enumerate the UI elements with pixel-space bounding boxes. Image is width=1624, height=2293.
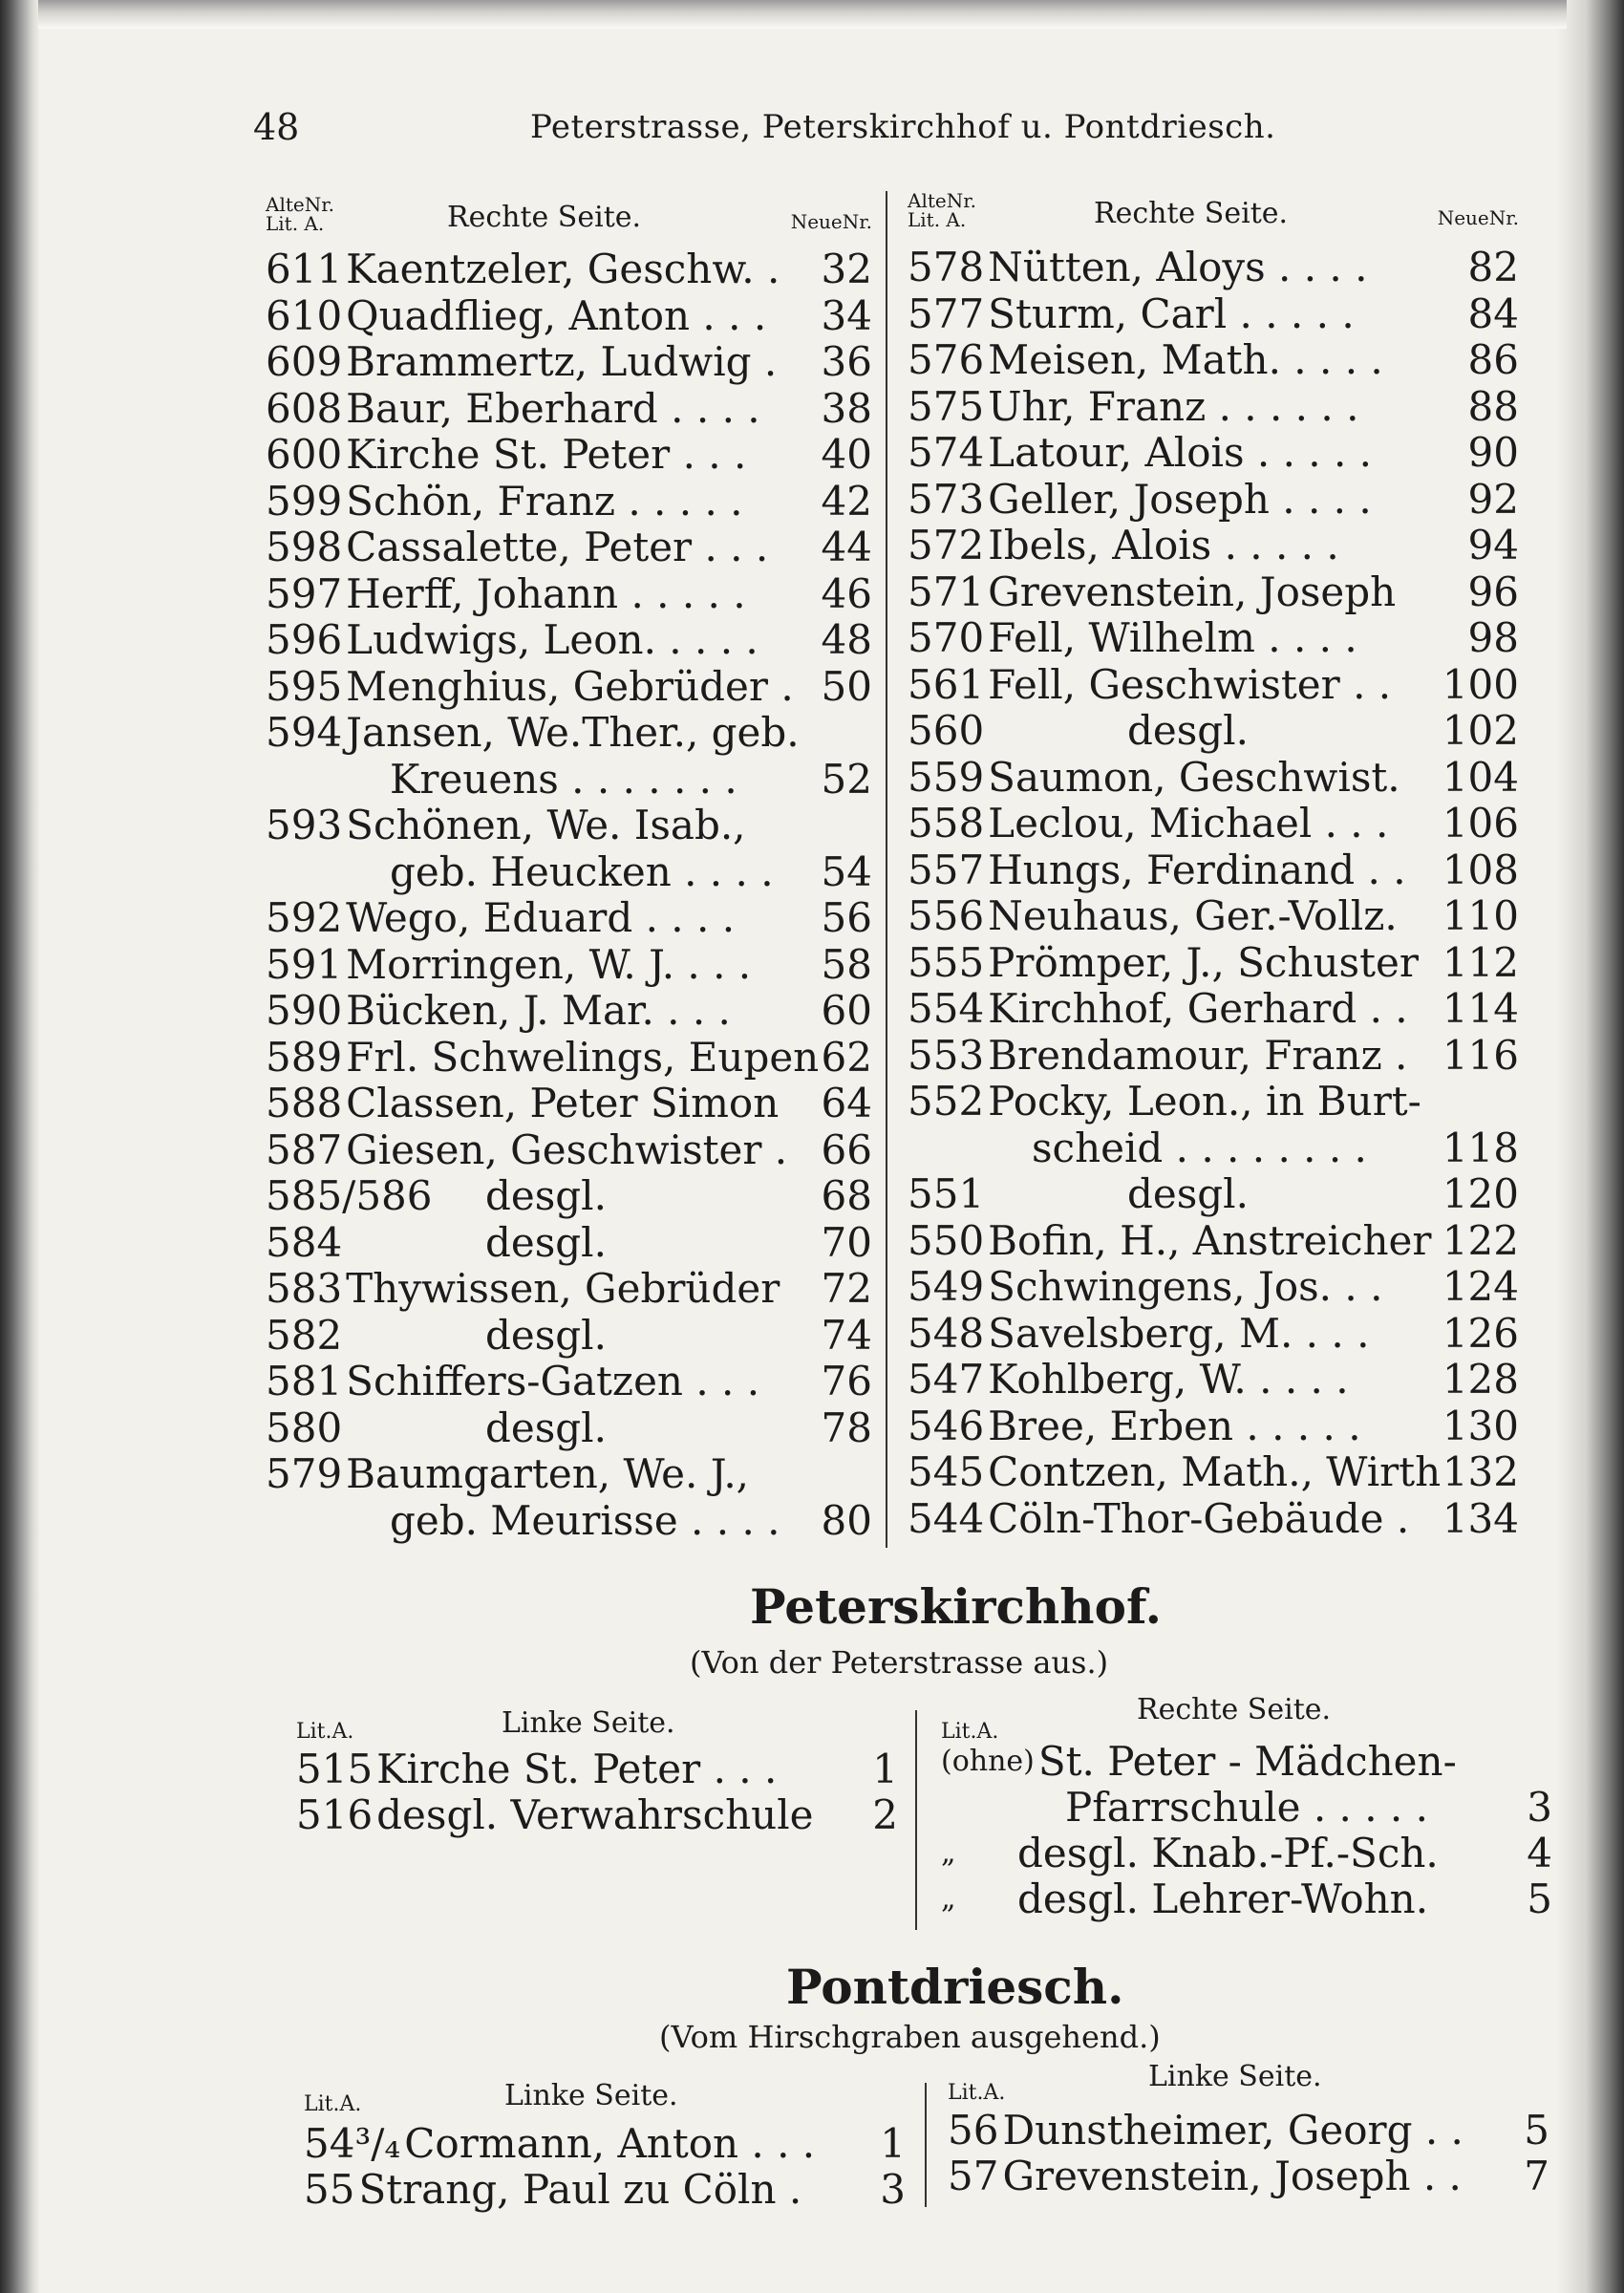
neue-nr: 3 — [880, 2166, 906, 2213]
list-item — [908, 430, 1519, 476]
header-alte-nr: AlteNr. — [908, 189, 976, 212]
page-number: 48 — [253, 106, 300, 148]
entry-name: Menghius, Gebrüder . — [346, 662, 794, 710]
alte-nr: 548 — [908, 1309, 985, 1357]
entry-name: Ibels, Alois . . . . . — [988, 522, 1339, 568]
list-item — [266, 339, 872, 385]
list-item — [296, 1792, 898, 1838]
list-item — [296, 1747, 898, 1792]
alte-nr: 582 — [266, 1311, 343, 1359]
neue-nr: 114 — [1442, 985, 1519, 1032]
alte-nr: 594 — [266, 709, 343, 756]
list-item — [908, 1033, 1519, 1079]
alte-nr: 549 — [908, 1263, 985, 1310]
entry-name: Schwingens, Jos. . . — [988, 1263, 1383, 1310]
entry-name: Schönen, We. Isab., — [346, 802, 746, 848]
list-item — [908, 847, 1519, 893]
list-item — [941, 1876, 1552, 1922]
alte-nr: 55 — [304, 2166, 355, 2213]
neue-nr: 88 — [1467, 382, 1519, 430]
list-item — [908, 986, 1519, 1032]
list-item — [266, 757, 872, 803]
neue-nr: 48 — [821, 616, 872, 663]
list-item — [908, 569, 1519, 615]
alte-nr: 550 — [908, 1216, 985, 1264]
entry-name: Classen, Peter Simon — [346, 1080, 780, 1126]
alte-nr: 575 — [908, 382, 985, 430]
entry-name: Leclou, Michael . . . — [988, 800, 1389, 846]
alte-nr: (ohne) — [941, 1745, 1035, 1778]
neue-nr: 96 — [1467, 568, 1519, 615]
neue-nr: 106 — [1442, 800, 1519, 846]
entry-name: Bofin, H., Anstreicher — [988, 1216, 1432, 1264]
alte-nr: 610 — [266, 291, 343, 339]
entry-name: Fell, Geschwister . . — [988, 660, 1392, 708]
entry-name: Giesen, Geschwister . — [346, 1125, 788, 1173]
neue-nr: 46 — [821, 569, 872, 617]
alte-nr: 576 — [908, 336, 985, 383]
alte-nr: 580 — [266, 1404, 343, 1451]
neue-nr: 60 — [821, 987, 872, 1034]
neue-nr: 126 — [1442, 1309, 1519, 1357]
alte-nr: 611 — [266, 246, 343, 292]
entry-name: Frl. Schwelings, Eupen — [346, 1033, 820, 1081]
neue-nr: 38 — [821, 384, 872, 432]
entry-name: Quadflieg, Anton . . . — [346, 291, 767, 339]
neue-nr: 34 — [821, 291, 872, 339]
neue-nr: 112 — [1442, 938, 1519, 986]
list-item — [908, 291, 1519, 337]
alte-nr: 56 — [948, 2107, 999, 2154]
neue-nr: 1 — [880, 2120, 906, 2167]
neue-nr: 124 — [1442, 1263, 1519, 1310]
alte-nr: „ — [941, 1882, 956, 1916]
neue-nr: 56 — [821, 894, 872, 941]
list-item — [908, 245, 1519, 290]
neue-nr: 76 — [821, 1358, 872, 1404]
header-side: Linke Seite. — [504, 2079, 678, 2112]
entry-name: Kirchhof, Gerhard . . — [988, 985, 1408, 1032]
section-subtitle-pontdriesch: (Vom Hirschgraben ausgehend.) — [659, 2019, 1161, 2055]
entry-name: Kaentzeler, Geschw. . — [346, 246, 780, 292]
entry-name: Kirche St. Peter . . . — [346, 431, 747, 478]
alte-nr: 591 — [266, 940, 343, 988]
entry-name: Bücken, J. Mar. . . . — [346, 987, 731, 1034]
entry-name: Jansen, We.Ther., geb. — [346, 709, 800, 756]
entry-name: desgl. Verwahrschule — [376, 1791, 814, 1838]
list-item — [908, 1218, 1519, 1264]
alte-nr: 516 — [296, 1791, 374, 1838]
header-side: Linke Seite. — [502, 1706, 675, 1740]
neue-nr: 70 — [821, 1218, 872, 1266]
list-item — [266, 1081, 872, 1126]
neue-nr: 7 — [1524, 2153, 1549, 2199]
entry-name: Brammertz, Ludwig . — [346, 338, 778, 385]
alte-nr: 574 — [908, 429, 985, 476]
list-item — [266, 942, 872, 988]
scan-left-edge — [0, 0, 40, 2293]
list-item — [908, 523, 1519, 568]
neue-nr: 116 — [1442, 1031, 1519, 1079]
list-item — [304, 2167, 906, 2213]
header-side: Rechte Seite. — [447, 201, 642, 234]
list-item — [908, 940, 1519, 986]
entry-name: Pocky, Leon., in Burt- — [988, 1078, 1421, 1125]
alte-nr: 609 — [266, 338, 343, 385]
list-item — [908, 1357, 1519, 1403]
neue-nr: 32 — [821, 246, 872, 292]
alte-nr: 571 — [908, 568, 985, 615]
entry-name: desgl. — [485, 1311, 607, 1359]
list-item — [941, 1831, 1552, 1876]
neue-nr: 42 — [821, 477, 872, 525]
entry-name: Fell, Wilhelm . . . . — [988, 614, 1357, 661]
entry-name: St. Peter - Mädchen- — [1037, 1738, 1457, 1785]
neue-nr: 3 — [1527, 1784, 1552, 1831]
entry-name: desgl. — [485, 1172, 607, 1219]
neue-nr: 92 — [1467, 475, 1519, 523]
list-item — [908, 801, 1519, 846]
entry-name: Herff, Johann . . . . . — [346, 569, 746, 617]
neue-nr: 128 — [1442, 1356, 1519, 1403]
header-lit-a: Lit.A. — [948, 2081, 1006, 2105]
alte-nr: 556 — [908, 892, 985, 939]
neue-nr: 110 — [1442, 892, 1519, 939]
entry-name: Kreuens . . . . . . . — [390, 755, 737, 803]
alte-nr: 587 — [266, 1125, 343, 1173]
list-item — [266, 1266, 872, 1312]
list-item — [908, 893, 1519, 939]
entry-name: Baumgarten, We. J., — [346, 1450, 750, 1497]
entry-name: Geller, Joseph . . . . — [988, 475, 1372, 523]
header-lit-a: Lit. A. — [266, 212, 325, 235]
header-neue-nr: NeueNr. — [790, 210, 872, 233]
peterskirchhof-left-column — [296, 1691, 898, 1911]
neue-nr: 52 — [821, 755, 872, 803]
list-item — [908, 1171, 1519, 1217]
alte-nr: 579 — [266, 1450, 343, 1497]
alte-nr: 553 — [908, 1031, 985, 1079]
entry-name: desgl. Knab.-Pf.-Sch. — [1017, 1830, 1439, 1876]
list-item — [266, 1220, 872, 1266]
section-title-pontdriesch: Pontdriesch. — [786, 1959, 1124, 2015]
alte-nr: 577 — [908, 289, 985, 337]
alte-nr: 560 — [908, 707, 985, 754]
entry-name: Thywissen, Gebrüder — [346, 1265, 780, 1312]
pontdriesch-left-column — [304, 2064, 906, 2217]
entry-name: Prömper, J., Schuster — [988, 938, 1419, 986]
header-lit-a: Lit. A. — [908, 208, 967, 231]
alte-nr: 552 — [908, 1078, 985, 1125]
neue-nr: 66 — [821, 1125, 872, 1173]
neue-nr: 5 — [1527, 1875, 1552, 1922]
page-header — [253, 103, 1524, 151]
list-item — [908, 1496, 1519, 1542]
alte-nr: 551 — [908, 1170, 985, 1217]
neue-nr: 72 — [821, 1265, 872, 1312]
list-item — [908, 477, 1519, 523]
list-item — [948, 2154, 1549, 2199]
list-item — [266, 571, 872, 617]
list-item — [266, 1035, 872, 1081]
entry-name: Cassalette, Peter . . . — [346, 524, 769, 570]
alte-nr: 544 — [908, 1494, 985, 1542]
alte-nr: 600 — [266, 431, 343, 478]
neue-nr: 58 — [821, 940, 872, 988]
neue-nr: 40 — [821, 431, 872, 478]
list-item — [266, 664, 872, 710]
header-lit-a: Lit.A. — [296, 1720, 354, 1744]
alte-nr: 578 — [908, 244, 985, 290]
header-lit-a: Lit.A. — [304, 2092, 362, 2116]
entry-name: Strang, Paul zu Cöln . — [358, 2166, 802, 2213]
alte-nr: 558 — [908, 800, 985, 846]
list-item — [266, 432, 872, 478]
entry-name: Hungs, Ferdinand . . — [988, 846, 1406, 893]
neue-nr: 118 — [1442, 1124, 1519, 1171]
entry-name: Morringen, W. J. . . . — [346, 940, 752, 988]
peterskirchhof-right-column — [941, 1691, 1552, 1930]
alte-nr: 583 — [266, 1265, 343, 1312]
alte-nr: 584 — [266, 1218, 343, 1266]
neue-nr: 102 — [1442, 707, 1519, 754]
alte-nr: „ — [941, 1836, 956, 1870]
alte-nr: 561 — [908, 660, 985, 708]
entry-name: Wego, Eduard . . . . — [346, 894, 736, 941]
neue-nr: 80 — [821, 1496, 872, 1544]
entry-name: Contzen, Math., Wirth — [988, 1448, 1442, 1495]
entry-name: Uhr, Franz . . . . . . — [988, 382, 1359, 430]
list-item — [908, 1125, 1519, 1171]
neue-nr: 100 — [1442, 660, 1519, 708]
alte-nr: 608 — [266, 384, 343, 432]
alte-nr: 589 — [266, 1033, 343, 1081]
page-title: Peterstrasse, Peterskirchhof u. Pontdriesch. — [530, 108, 1276, 146]
entry-name: Pfarrschule . . . . . — [1065, 1784, 1428, 1831]
entry-name: desgl. — [485, 1404, 607, 1451]
list-item — [948, 2108, 1549, 2154]
list-item — [908, 662, 1519, 708]
column-divider — [886, 191, 887, 1548]
list-item — [266, 386, 872, 432]
column-header — [908, 187, 1519, 241]
peterstrasse-left-column — [266, 191, 872, 1548]
entry-name: Savelsberg, M. . . . — [988, 1309, 1370, 1357]
neue-nr: 68 — [821, 1172, 872, 1219]
alte-nr: 515 — [296, 1746, 374, 1792]
alte-nr: 559 — [908, 753, 985, 801]
neue-nr: 74 — [821, 1311, 872, 1359]
pontdriesch-right-column — [948, 2054, 1549, 2207]
list-item — [266, 293, 872, 339]
list-item — [908, 1449, 1519, 1495]
alte-nr: 581 — [266, 1358, 343, 1404]
alte-nr: 545 — [908, 1448, 985, 1495]
list-item — [266, 803, 872, 848]
alte-nr: 598 — [266, 524, 343, 570]
list-item — [266, 617, 872, 663]
scan-right-edge — [1557, 0, 1624, 2293]
neue-nr: 44 — [821, 524, 872, 570]
column-divider — [925, 2083, 927, 2207]
list-item — [266, 1173, 872, 1219]
list-item — [908, 1404, 1519, 1449]
entry-name: Grevenstein, Joseph . . — [1002, 2153, 1462, 2199]
neue-nr: 130 — [1442, 1402, 1519, 1449]
neue-nr: 5 — [1524, 2107, 1549, 2154]
alte-nr: 554 — [908, 985, 985, 1032]
peterstrasse-right-column — [908, 187, 1519, 1544]
list-item — [266, 988, 872, 1034]
neue-nr: 64 — [821, 1080, 872, 1126]
neue-nr: 104 — [1442, 753, 1519, 801]
alte-nr: 597 — [266, 569, 343, 617]
header-alte-nr: AlteNr. — [266, 193, 334, 216]
list-item — [266, 1498, 872, 1544]
list-item — [908, 337, 1519, 383]
neue-nr: 36 — [821, 338, 872, 385]
alte-nr: 588 — [266, 1080, 343, 1126]
entry-name: Sturm, Carl . . . . . — [988, 289, 1355, 337]
list-item — [266, 1451, 872, 1497]
entry-name: Schön, Franz . . . . . — [346, 477, 743, 525]
neue-nr: 98 — [1467, 614, 1519, 661]
scan-top-edge — [38, 0, 1567, 29]
list-item — [908, 755, 1519, 801]
entry-name: desgl. — [485, 1218, 607, 1266]
entry-name: Neuhaus, Ger.-Vollz. — [988, 892, 1398, 939]
alte-nr: 599 — [266, 477, 343, 525]
alte-nr: 555 — [908, 938, 985, 986]
section-subtitle-peterskirchhof: (Von der Peterstrasse aus.) — [690, 1644, 1109, 1681]
entry-name: Latour, Alois . . . . . — [988, 429, 1373, 476]
entry-name: desgl. — [1127, 707, 1249, 754]
neue-nr: 108 — [1442, 846, 1519, 893]
entry-name: Kirche St. Peter . . . — [376, 1746, 778, 1792]
neue-nr: 122 — [1442, 1216, 1519, 1264]
entry-name: Brendamour, Franz . — [988, 1031, 1408, 1079]
section-title-peterskirchhof: Peterskirchhof. — [750, 1578, 1163, 1635]
entry-name: desgl. Lehrer-Wohn. — [1017, 1875, 1429, 1922]
alte-nr: 595 — [266, 662, 343, 710]
neue-nr: 120 — [1442, 1170, 1519, 1217]
entry-name: Nütten, Aloys . . . . — [988, 244, 1368, 290]
neue-nr: 94 — [1467, 522, 1519, 568]
alte-nr: 585/586 — [266, 1172, 433, 1219]
column-divider — [915, 1710, 917, 1930]
alte-nr: 57 — [948, 2153, 999, 2199]
alte-nr: 592 — [266, 894, 343, 941]
list-item — [266, 525, 872, 570]
entry-name: Cöln-Thor-Gebäude . — [988, 1494, 1410, 1542]
entry-name: scheid . . . . . . . . — [1032, 1124, 1367, 1171]
entry-name: Grevenstein, Joseph — [988, 568, 1397, 615]
entry-name: Kohlberg, W. . . . . — [988, 1356, 1349, 1403]
entry-name: desgl. — [1127, 1170, 1249, 1217]
header-lit-a: Lit.A. — [941, 1720, 999, 1744]
alte-nr: 547 — [908, 1356, 985, 1403]
alte-nr: 593 — [266, 802, 343, 848]
neue-nr: 62 — [821, 1033, 872, 1081]
header-side: Linke Seite. — [1148, 2060, 1322, 2093]
neue-nr: 86 — [1467, 336, 1519, 383]
entry-name: Ludwigs, Leon. . . . . — [346, 616, 759, 663]
list-item — [304, 2121, 906, 2167]
list-item — [908, 708, 1519, 754]
list-item — [908, 1264, 1519, 1310]
neue-nr: 54 — [821, 847, 872, 895]
neue-nr: 134 — [1442, 1494, 1519, 1542]
neue-nr: 82 — [1467, 244, 1519, 290]
entry-name: Bree, Erben . . . . . — [988, 1402, 1361, 1449]
entry-name: Schiffers-Gatzen . . . — [346, 1358, 760, 1404]
alte-nr: 596 — [266, 616, 343, 663]
neue-nr: 4 — [1527, 1830, 1552, 1876]
header-side: Rechte Seite. — [1137, 1693, 1332, 1726]
neue-nr: 84 — [1467, 289, 1519, 337]
list-item — [908, 384, 1519, 430]
column-header — [266, 191, 872, 245]
list-item — [266, 849, 872, 895]
neue-nr: 90 — [1467, 429, 1519, 476]
list-item — [941, 1785, 1552, 1831]
list-item — [266, 246, 872, 292]
list-item — [941, 1739, 1552, 1785]
neue-nr: 1 — [872, 1746, 898, 1792]
alte-nr: 590 — [266, 987, 343, 1034]
entry-name: Baur, Eberhard . . . . — [346, 384, 760, 432]
entry-name: Cormann, Anton . . . — [404, 2120, 816, 2167]
list-item — [266, 1405, 872, 1451]
list-item — [908, 615, 1519, 661]
list-item — [908, 1311, 1519, 1357]
list-item — [266, 1359, 872, 1404]
alte-nr: 570 — [908, 614, 985, 661]
alte-nr: 557 — [908, 846, 985, 893]
header-neue-nr: NeueNr. — [1437, 206, 1519, 229]
list-item — [266, 710, 872, 756]
list-item — [266, 1313, 872, 1359]
list-item — [266, 1127, 872, 1173]
neue-nr: 78 — [821, 1404, 872, 1451]
list-item — [908, 1079, 1519, 1125]
alte-nr: 572 — [908, 522, 985, 568]
alte-nr: 546 — [908, 1402, 985, 1449]
alte-nr: 54³/₄ — [304, 2120, 401, 2167]
alte-nr: 573 — [908, 475, 985, 523]
entry-name: geb. Meurisse . . . . — [390, 1496, 780, 1544]
neue-nr: 50 — [821, 662, 872, 710]
entry-name: Saumon, Geschwist. — [988, 753, 1400, 801]
entry-name: Meisen, Math. . . . . — [988, 336, 1383, 383]
entry-name: Dunstheimer, Georg . . — [1002, 2107, 1464, 2154]
list-item — [266, 895, 872, 941]
list-item — [266, 479, 872, 525]
neue-nr: 132 — [1442, 1448, 1519, 1495]
header-side: Rechte Seite. — [1094, 197, 1289, 230]
neue-nr: 2 — [872, 1791, 898, 1838]
entry-name: geb. Heucken . . . . — [390, 847, 774, 895]
